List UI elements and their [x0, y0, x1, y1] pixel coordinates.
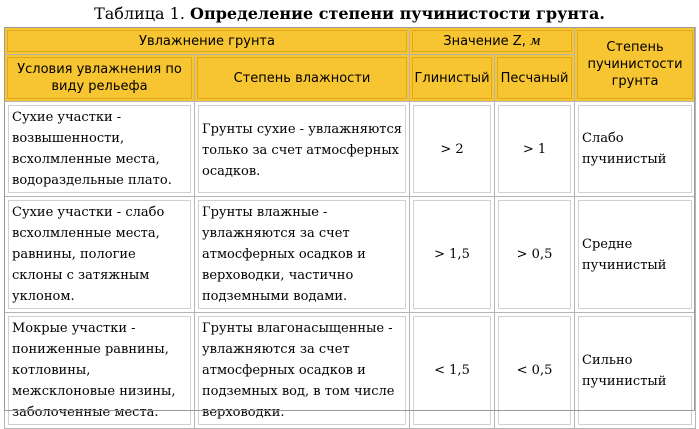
cell-humidity [195, 102, 410, 197]
cell-sand [495, 197, 575, 313]
cell-clay-text: < 1,5 [434, 363, 470, 378]
header-z-value-label: Значение Z, [443, 33, 530, 49]
cell-conditions [5, 102, 195, 197]
cell-sand-text: > 1 [522, 141, 547, 157]
header-relief-conditions [5, 55, 195, 102]
table-row [5, 313, 696, 429]
cell-humidity [195, 197, 410, 313]
caption-prefix: Таблица 1. [94, 4, 185, 23]
cell-conditions [5, 197, 195, 313]
cell-clay [410, 313, 495, 429]
header-relief-conditions-label: Условия увлажнения по виду рельефа [17, 62, 182, 94]
cell-conditions-text: Мокрые участки - пониженные равнины, котловины, межсклоновые низины, заболоченные места. [12, 321, 176, 420]
cell-sand-text: > 0,5 [516, 247, 553, 262]
header-z-value [410, 28, 575, 55]
cell-degree [575, 102, 696, 197]
table-caption [0, 0, 699, 28]
cell-humidity-text: Грунты влагонасыщенные - увлажняются за счет атмосферных осадков и подземных вод, в том числе верховодки. [202, 321, 395, 420]
header-sand [495, 55, 575, 102]
cell-conditions [5, 313, 195, 429]
cell-clay [410, 102, 495, 197]
cell-clay-text: > 1,5 [434, 247, 470, 262]
header-clay [410, 55, 495, 102]
cell-conditions-text: Сухие участки - возвышенности, всхолмленные места, водораздельные плато. [12, 110, 172, 188]
header-z-unit: м [529, 33, 541, 49]
header-moisture-group-label: Увлажнение грунта [139, 33, 275, 49]
header-humidity-degree [195, 55, 410, 102]
header-sand-label: Песчаный [500, 70, 569, 86]
cell-degree [575, 313, 696, 429]
cell-degree-text: Сильно пучинистый [582, 352, 667, 389]
table-row [5, 197, 696, 313]
header-moisture-group [5, 28, 410, 55]
cell-humidity [195, 313, 410, 429]
header-humidity-degree-label: Степень влажности [233, 70, 371, 86]
cell-humidity-text: Грунты сухие - увлажняются только за счет атмосферных осадков. [202, 122, 402, 179]
table-row [5, 102, 696, 197]
cell-degree-text: Слабо пучинистый [582, 131, 667, 167]
cell-clay-text: > 2 [440, 141, 464, 157]
heaving-table [4, 27, 696, 429]
cell-sand [495, 313, 575, 429]
cell-degree [575, 197, 696, 313]
caption-title: Определение степени пучинистости грунта. [190, 4, 605, 23]
cell-humidity-text: Грунты влажные - увлажняются за счет атмосферных осадков и верховодки, частично подземными водами. [202, 205, 366, 304]
header-row-1 [5, 28, 696, 55]
cell-degree-text: Средне пучинистый [582, 236, 667, 273]
cell-clay [410, 197, 495, 313]
cell-sand [495, 102, 575, 197]
cell-conditions-text: Сухие участки - слабо всхолмленные места, равнины, пологие склоны с затяжным уклоном. [12, 205, 165, 304]
cell-sand-text: < 0,5 [516, 363, 553, 378]
header-heaving-degree-label: Степень пучинистости грунта [587, 40, 683, 89]
header-clay-label: Глинистый [414, 70, 490, 86]
header-heaving-degree [575, 28, 696, 102]
